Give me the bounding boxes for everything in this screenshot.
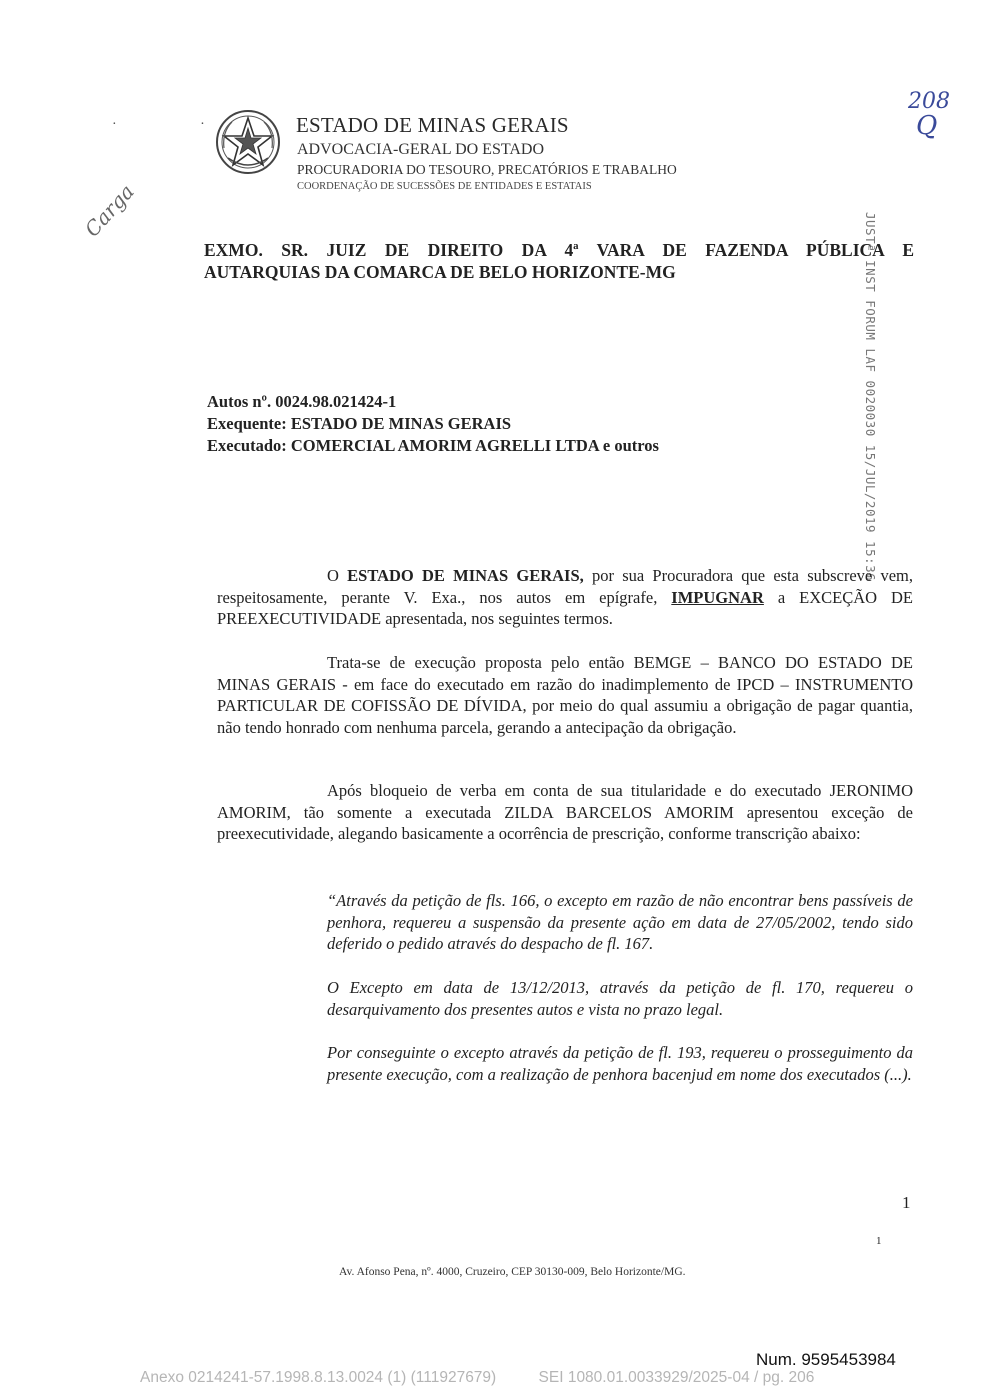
- coat-of-arms-icon: [214, 108, 282, 176]
- page-number: 1: [902, 1193, 911, 1212]
- header-department: PROCURADORIA DO TESOURO, PRECATÓRIOS E TRABALHO: [297, 162, 677, 177]
- svg-text:208: 208: [908, 89, 950, 114]
- paragraph-1: O ESTADO DE MINAS GERAIS, por sua Procuradora que esta subscreve vem, respeitosamente, perante V. Exa., nos autos em epígrafe, IMPUGNAR a EXCEÇÃO DE PREEXECUTIVIDADE apresentada, nos seguintes termos.: [217, 566, 914, 628]
- header-agency: ADVOCACIA-GERAL DO ESTADO: [297, 141, 544, 158]
- quote-3: Por conseguinte o excepto através da petição de fl. 193, requereu o prosseguimento da presente execução, com a realização de penhora bacenjud em nome dos executados (...).: [327, 1043, 913, 1084]
- addressee-line-1: EXMO. SR. JUIZ DE DIREITO DA 4ª VARA DE FAZENDA PÚBLICA E: [204, 240, 914, 260]
- quote-1: “Através da petição de fls. 166, o excepto em razão de não encontrar bens passíveis de penhora, requereu a suspensão da presente ação em data de 27/05/2002, tendo sido deferido o pedido através do despacho de fl. 167.: [327, 891, 913, 953]
- sei-reference: SEI 1080.01.0033929/2025-04 / pg. 206: [538, 1369, 815, 1386]
- scan-marks: · ·: [112, 117, 245, 132]
- case-number: Autos nº. 0024.98.021424-1: [207, 392, 397, 411]
- annex-footer: [140, 1369, 900, 1387]
- svg-text:Q: Q: [916, 111, 938, 141]
- header-state: ESTADO DE MINAS GERAIS: [296, 113, 569, 137]
- quote-2: O Excepto em data de 13/12/2013, através da petição de fl. 170, requereu o desarquivamento dos presentes autos e vista no prazo legal.: [327, 978, 913, 1019]
- case-executado: Executado: COMERCIAL AMORIM AGRELLI LTDA e outros: [207, 436, 659, 455]
- case-info: [207, 391, 659, 457]
- handwritten-page-number: [906, 86, 966, 146]
- footer-address: Av. Afonso Pena, nº. 4000, Cruzeiro, CEP 30130-009, Belo Horizonte/MG.: [339, 1266, 686, 1278]
- document-num: Num. 9595453984: [756, 1350, 896, 1369]
- addressee-line-2: AUTARQUIAS DA COMARCA DE BELO HORIZONTE-MG: [204, 262, 676, 282]
- handwritten-side-note: [79, 179, 158, 250]
- annex-reference: Anexo 0214241-57.1998.8.13.0024 (1) (111927679): [140, 1369, 497, 1386]
- paragraph-2: Trata-se de execução proposta pelo então BEMGE – BANCO DO ESTADO DE MINAS GERAIS - em face do executado em razão do inadimplemento de IPCD – INSTRUMENTO PARTICULAR DE COFISSÃO DE DÍVIDA, por meio do qual assumiu a obrigação de pagar quantia, não tendo honrado com nenhuma parcela, gerando a antecipação da obrigação.: [217, 653, 913, 737]
- paragraph-3: Após bloqueio de verba em conta de sua titularidade e do executado JERONIMO AMORIM, tão somente a executada ZILDA BARCELOS AMORIM apresentou exceção de preexecutividade, alegando basicamente a ocorrência de prescrição, conforme transcrição abaixo:: [217, 781, 913, 843]
- svg-text:Carga: Carga: [79, 179, 139, 242]
- case-exequente: Exequente: ESTADO DE MINAS GERAIS: [207, 414, 512, 433]
- page-number-small: 1: [876, 1235, 882, 1247]
- protocol-stamp: JUSTª INST FORUM LAF 0020030 15/JUL/2019 15:36: [863, 212, 878, 582]
- header-coordination: COORDENAÇÃO DE SUCESSÕES DE ENTIDADES E ESTATAIS: [297, 181, 592, 192]
